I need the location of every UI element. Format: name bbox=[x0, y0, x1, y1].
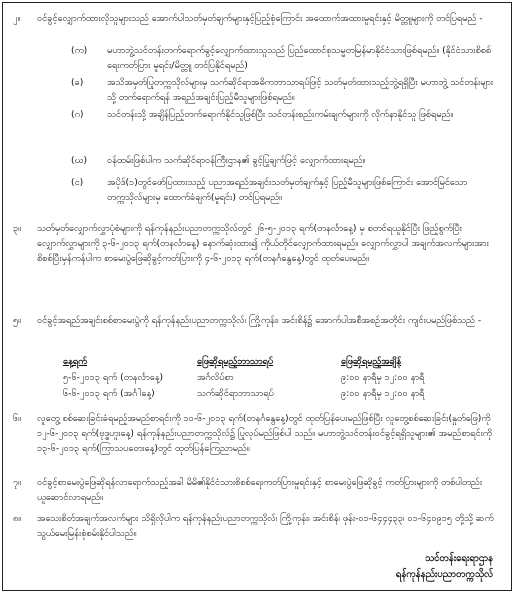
exam-table-header bbox=[61, 354, 451, 370]
item-ka-text: မဟာဘွဲ့သင်တန်းတက်ရောက်ခွင့်လျှောက်ထားသူသည် ပြည်ထောင်စုသမ္မတမြန်မာနိုင်ငံသားဖြစ်ရမည်။ (နိုင်ငံသားစိစစ်ရေးကတ်ပြား မူရင်း/မိတ္တူ တင်ပြနိုင်ရမည်) bbox=[107, 45, 492, 71]
exam-time: ၉:၀၀ နာရီမှ ၁၂:၀၀ နာရီ bbox=[341, 371, 425, 383]
header-date: နေ့ရက် bbox=[63, 355, 88, 367]
exam-schedule-table bbox=[61, 354, 451, 402]
section-6-number: ၆။ bbox=[13, 413, 21, 424]
section-5-number: ၅။ bbox=[13, 315, 21, 326]
table-row bbox=[61, 370, 451, 386]
signature-department: သင်တန်းရေးရာဌာန bbox=[424, 553, 493, 564]
item-kha-mark: (ခ) bbox=[71, 77, 84, 88]
section-8-number: ၈။ bbox=[13, 513, 22, 524]
section-2-number: ၂။ bbox=[13, 13, 21, 24]
notice-document bbox=[2, 2, 512, 591]
item-nga-text: အပိုဒ်(၁)တွင်ဖော်ပြထားသည့် ပညာအရည်အချင်းသတ်မှတ်ချက်နှင့် ပြည့်မီသူများဖြစ်ကြောင်း အောင်မြင်သောတက္ကသိုလ်များမှ ထောက်ခံချက်(မူရင်း) တင်ပြရမည်။ bbox=[107, 177, 468, 203]
header-time: ဖြေဆိုရမည့်အချိန် bbox=[341, 355, 402, 367]
signature-university: ရန်ကုန်နည်းပညာတက္ကသိုလ် bbox=[395, 569, 493, 580]
item-gha-mark: (ဃ) bbox=[71, 155, 88, 166]
item-nga-mark: (င) bbox=[71, 177, 84, 188]
section-8-text: အသေးစိတ်အချက်အလက်များ သိရှိလိုပါက ရန်ကုန်နည်းပညာတက္ကသိုလ်၊ ကြို့ကုန်း၊ အင်းစိန်၊ ဖုန်း-၀၁-၆၄၄၄၃၃၊ ၀၁-၆၄၀၉၁၅ တို့သို့ ဆက်သွယ်မေးမြန်းစုံစမ်းနိုင်ပါသည်။ bbox=[37, 513, 494, 539]
table-row bbox=[61, 386, 451, 402]
section-5-text: ဝင်ခွင့်အရည်အချင်းစစ်စာမေးပွဲကို ရန်ကုန်နည်းပညာတက္ကသိုလ်၊ ကြို့ကုန်း၊ အင်းစိန်၌ အောက်ပါအစီအစဉ်အတိုင်း ကျင်းပမည်ဖြစ်သည် - bbox=[37, 315, 482, 326]
header-subject: ဖြေဆိုရမည့်ဘာသာရပ် bbox=[197, 355, 274, 367]
section-7-text: ဝင်ခွင့်စာမေးပွဲဖြေဆိုရန်လာရောက်သည့်အခါ မိမိ၏နိုင်ငံသားစိစစ်ရေးကတ်ပြားမူရင်းနှင့် စာမေးပွဲဖြေဆိုခွင့် ကတ်ပြားများကို တစ်ပါတည်းယူဆောင်လာရမည်။ bbox=[37, 477, 483, 503]
section-3-text: သတ်မှတ်လျှောက်လွှာပုံစံများကို ရန်ကုန်နည်းပညာတက္ကသိုလ်တွင် ၂၆-၅-၂၀၁၃ ရက်(တနင်္လာနေ့) မှ စတင်ရယူနိုင်ပြီး ဖြည့်စွက်ပြီးလျှောက်လွှာများကို ၃-၆-၂၀၁၃ ရက်(တနင်္လာနေ့) နောက်ဆုံးထား၍ ကိုယ်တိုင်လျှောက်ထားရမည်။ လျှောက်လွှာပါ အချက်အလက်များအား စိစစ်ပြီးမှန်ကန်ပါက စာမေးပွဲဖြေဆိုခွင့်ကတ်ပြားကို ၄-၆-၂၀၁၃ ရက်(တနင်္ဂနွေနေ့)တွင် ထုတ်ပေးမည်။ bbox=[37, 223, 489, 264]
section-2-intro: ဝင်ခွင့်လျှောက်ထားလိုသူများသည် အောက်ပါသတ်မှတ်ချက်များနှင့်ပြည့်စုံကြောင်း အထောက်အထားမူရင်းနှင့် မိတ္တူများကို တင်ပြရမည် - bbox=[37, 13, 483, 24]
exam-subject: အင်္ဂလိပ်စာ bbox=[197, 371, 234, 383]
section-7-number: ၇။ bbox=[13, 477, 21, 488]
section-3-number: ၃။ bbox=[13, 223, 21, 234]
item-kha-text: အသိအမှတ်ပြုတက္ကသိုလ်များမှ သက်ဆိုင်ရာအဓိကဘာသာရပ်ဖြင့် သတ်မှတ်ထားသည့်ဘွဲ့ရရှိပြီး မဟာဘွဲ့ သင်တန်းများသို့ တက်ရောက်ရန် အရည်အချင်းပြည့်မီသူများဖြစ်ရမည်။ bbox=[107, 77, 494, 103]
item-ga-mark: (ဂ) bbox=[71, 109, 84, 120]
item-ka-mark: (က) bbox=[71, 45, 88, 56]
exam-subject: သက်ဆိုင်ရာဘာသာရပ် bbox=[197, 387, 274, 399]
item-gha-text: ဝန်ထမ်းဖြစ်ပါက သက်ဆိုင်ရာဝန်ကြီးဌာန၏ ခွင့်ပြုချက်ဖြင့် လျှောက်ထားရမည်။ bbox=[107, 155, 366, 166]
exam-time: ၉:၀၀ နာရီမှ ၁၂:၀၀ နာရီ bbox=[341, 387, 425, 399]
exam-date: ၅-၆-၂၀၁၃ ရက် (တနင်္လာနေ့) bbox=[63, 371, 164, 383]
section-6-text: လူတွေ့ စစ်ဆေးခြင်းခံရမည့်အမည်စာရင်းကို ၁၀-၆-၂၀၁၃ ရက်(တနင်္ဂနွေနေ့)တွင် ထုတ်ပြန်ပေးမည်ဖြစ်ပြီး လူတွေ့စစ်ဆေးခြင်း(နှုတ်ဖြေ)ကို ၁၂-၆-၂၀၁၃ ရက်(ဗုဒ္ဓဟူးနေ့) ရန်ကုန်နည်းပညာတက္ကသိုလ်၌ ပြုလုပ်မည်ဖြစ်ပါ သည်။ မဟာဘွဲ့သင်တန်းဝင်ခွင့်ရရှိသူများ၏ အမည်စာရင်းကို ၁၃-၆-၂၀၁၃ ရက်(ကြာသပတေးနေ့)တွင် ထုတ်ပြန်ကြေညာမည်။ bbox=[37, 413, 492, 454]
exam-date: ၆-၆-၂၀၁၃ ရက် (အင်္ဂါနေ့) bbox=[63, 387, 155, 399]
item-ga-text: သင်တန်းသို့ အချိန်ပြည့်တက်ရောက်နိုင်သူဖြစ်ပြီး သင်တန်းစည်းကမ်းချက်များကို လိုက်နာနိုင်သူ ဖြစ်ရမည်။ bbox=[107, 109, 454, 120]
